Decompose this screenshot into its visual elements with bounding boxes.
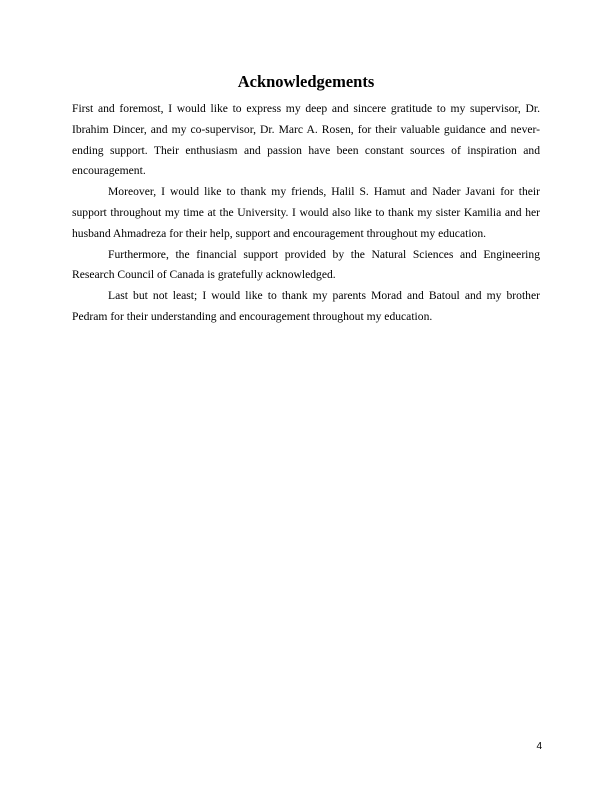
page-title: Acknowledgements [237, 72, 375, 91]
paragraph-financial-support: Furthermore, the financial support provided by the Natural Sciences and Engineering Research Council of Canada is gratefully acknowledged. [72, 247, 540, 282]
paragraph-parents: Last but not least; I would like to thank my parents Morad and Batoul and my brother Pedram for their understanding and encouragement throughout my education. [72, 289, 540, 323]
page-number: 4 [536, 741, 542, 752]
paragraph-friends-family: Moreover, I would like to thank my friends, Halil S. Hamut and Nader Javani for their support throughout my time at the University. I would also like to thank my sister Kamilia and her husband Ahmadreza for their help, support and encouragement throughout my education. [72, 185, 540, 240]
paragraph-supervisors: First and foremost, I would like to express my deep and sincere gratitude to my supervisor, Dr. Ibrahim Dincer, and my co-supervisor, Dr. Marc A. Rosen, for their valuable guidance and never-ending support. Their enthusiasm and passion have been constant sources of inspiration and encouragement. [72, 102, 540, 178]
acknowledgements-body [72, 99, 540, 328]
